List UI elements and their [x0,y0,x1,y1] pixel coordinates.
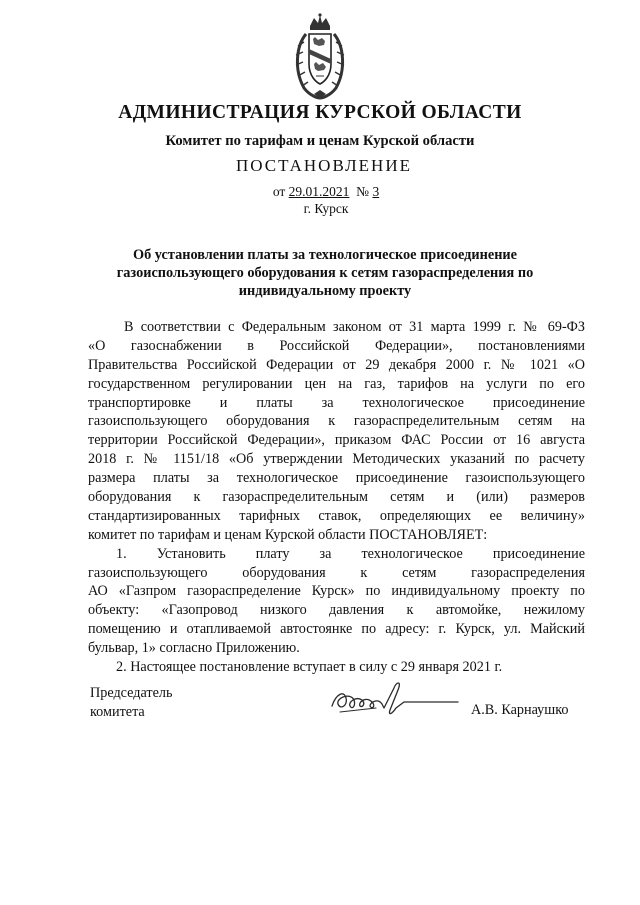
body-line: государственном регулировании цен на газ, тарифов на услуги по его [88,375,585,392]
body-line: оборудования к газораспределительным сетям и (или) размеров [88,489,585,506]
signatory-name: А.В. Карнаушко [471,702,569,718]
body-line: АО «Газпром газораспределение Курск» по индивидуальному проекту по [88,583,585,600]
document-number: 3 [372,184,380,199]
body-line: 2. Настоящее постановление вступает в силу с 29 января 2021 г. [116,659,503,676]
body-line: Правительства Российской Федерации от 29 декабря 2000 г. № 1021 «О [88,356,585,373]
administration-title: АДМИНИСТРАЦИЯ КУРСКОЙ ОБЛАСТИ [118,102,522,123]
position-line: Председатель [90,685,173,701]
body-line: 1. Установить плату за технологическое присоединение [116,545,585,562]
body-line: бульвар, 1» согласно Приложению. [88,640,300,657]
body-line: газоиспользующего оборудования к газораспределительным сетям на [88,413,585,430]
body-line: объекту: «Газопровод низкого давления к автомойке, нежилому [88,602,585,619]
document-body [88,318,585,677]
body-line: газоиспользующего оборудования к сетям газораспределения [88,564,585,581]
body-line: размера платы за технологическое присоединение газоиспользующего [88,470,585,487]
body-line: «О газоснабжении в Российской Федерации», постановлениями [88,337,585,354]
document-date: 29.01.2021 [288,184,350,199]
date-line [6,184,640,200]
body-line: помещению и отапливаемой автостоянке по адресу: г. Курск, ул. Майский [88,621,585,638]
date-prefix: от [272,184,286,199]
number-prefix: № [356,184,370,199]
position-line: комитета [90,703,145,720]
coat-of-arms-icon [292,12,348,100]
committee-title: Комитет по тарифам и ценам Курской области [165,133,475,149]
body-line: В соответствии с Федеральным законом от 31 марта 1999 г. № 69-ФЗ [124,319,585,335]
title-line: Об установлении платы за технологическое присоединение [132,247,518,263]
document-type: ПОСТАНОВЛЕНИЕ [235,156,412,175]
body-line: 2018 г. № 1151/18 «Об утверждении Методических указаний по расчету [88,451,585,468]
title-line: индивидуальному проекту [238,283,412,299]
signatory-position [90,684,172,721]
title-line: газоиспользующего оборудования к сетям газораспределения по [116,265,534,281]
body-line: комитет по тарифам и ценам Курской области ПОСТАНОВЛЯЕТ: [88,526,488,543]
document-title [80,246,570,300]
handwritten-signature [326,676,462,720]
city-line: г. Курск [303,201,349,216]
body-line: территории Российской Федерации», приказом ФАС России от 16 августа [88,432,585,449]
body-line: стандартизированных тарифных ставок, определяющих ее величину» [88,507,585,524]
body-line: транспортировке и платы за технологическое присоединение [88,394,585,411]
